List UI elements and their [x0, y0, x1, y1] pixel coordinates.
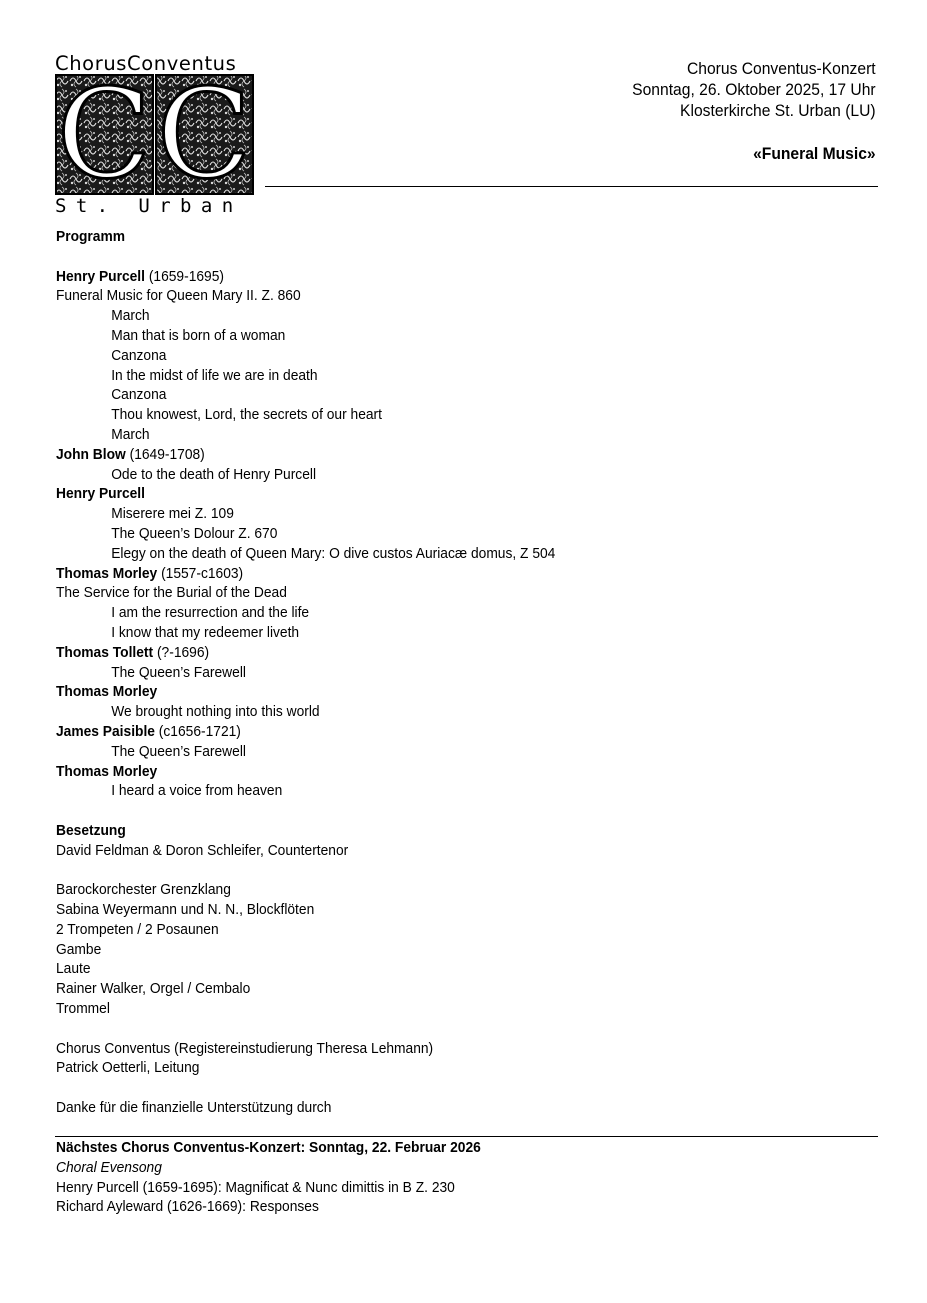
program-movement: March — [111, 425, 150, 443]
program-composer — [56, 564, 884, 584]
cast-line: Trommel — [56, 1000, 110, 1018]
logo-bottom-text: St. Urban — [55, 195, 243, 217]
program-work: Funeral Music for Queen Mary II. Z. 860 — [56, 287, 301, 305]
cast-list — [56, 841, 884, 1118]
program-movement: I am the resurrection and the life — [111, 604, 310, 622]
composer-name: James Paisible — [56, 722, 155, 740]
cast-line: Chorus Conventus (Registereinstudierung Theresa Lehmann) — [56, 1039, 434, 1057]
composer-name: John Blow — [56, 445, 126, 463]
program-composer — [56, 484, 884, 504]
program-movement: Miserere mei Z. 109 — [111, 505, 234, 523]
composer-dates: (?-1696) — [153, 643, 210, 661]
program-movement: The Queen’s Dolour Z. 670 — [111, 524, 278, 542]
program-composer — [56, 643, 884, 663]
main-content — [56, 227, 884, 1118]
composer-name: Henry Purcell — [56, 485, 145, 503]
logo-top-text: ChorusConventus — [55, 52, 237, 75]
program-movement: Ode to the death of Henry Purcell — [111, 465, 317, 483]
cast-line: Laute — [56, 960, 91, 978]
logo-cc-ornament — [55, 74, 254, 195]
program-movement: In the midst of life we are in death — [111, 366, 318, 384]
program-heading: Programm — [56, 228, 126, 245]
composer-name: Thomas Morley — [56, 683, 158, 701]
program-movement: I know that my redeemer liveth — [111, 623, 300, 641]
cast-line: Sabina Weyermann und N. N., Blockflöten — [56, 901, 315, 919]
concert-title: «Funeral Music» — [753, 144, 876, 163]
program-movement: We brought nothing into this world — [111, 703, 320, 721]
cast-line: Danke für die finanzielle Unterstützung durch — [56, 1099, 332, 1117]
logo — [55, 54, 255, 216]
logo-letter-c1: C — [56, 74, 152, 195]
cast-heading: Besetzung — [56, 821, 126, 839]
program-list — [56, 267, 884, 802]
footer-rule — [55, 1136, 878, 1137]
program-movement: Canzona — [111, 386, 167, 404]
cast-line: Patrick Oetterli, Leitung — [56, 1059, 200, 1077]
program-composer — [56, 762, 884, 782]
program-work: The Service for the Burial of the Dead — [56, 584, 287, 602]
next-concert-line: Richard Ayleward (1626-1669): Responses — [56, 1198, 319, 1216]
cast-line: David Feldman & Doron Schleifer, Countertenor — [56, 841, 349, 859]
header-line-1: Chorus Conventus-Konzert — [687, 59, 876, 78]
program-movement: Canzona — [111, 346, 167, 364]
composer-dates: (1649-1708) — [125, 445, 205, 463]
header-rule — [265, 186, 878, 187]
cast-line: Gambe — [56, 940, 102, 958]
header-venue: Klosterkirche St. Urban (LU) — [680, 101, 876, 120]
program-movement: Elegy on the death of Queen Mary: O dive custos Auriacæ domus, Z 504 — [111, 544, 556, 562]
composer-dates: (1557-c1603) — [157, 564, 244, 582]
program-composer — [56, 682, 884, 702]
program-movement: The Queen’s Farewell — [111, 742, 246, 760]
logo-letter-c2: C — [156, 74, 252, 195]
program-composer — [56, 267, 884, 287]
composer-name: Thomas Tollett — [56, 643, 154, 661]
next-concert-line: Henry Purcell (1659-1695): Magnificat & Nunc dimittis in B Z. 230 — [56, 1178, 455, 1196]
program-composer — [56, 445, 884, 465]
header-date: Sonntag, 26. Oktober 2025, 17 Uhr — [632, 80, 876, 99]
cast-line: 2 Trompeten / 2 Posaunen — [56, 920, 219, 938]
composer-name: Thomas Morley — [56, 762, 158, 780]
composer-dates: (1659-1695) — [144, 267, 225, 285]
cast-line: Rainer Walker, Orgel / Cembalo — [56, 980, 251, 998]
composer-dates: (c1656-1721) — [154, 722, 241, 740]
composer-name: Thomas Morley — [56, 564, 158, 582]
program-movement: March — [111, 307, 150, 325]
program-movement: Thou knowest, Lord, the secrets of our heart — [111, 406, 382, 424]
concert-header — [633, 58, 876, 164]
program-movement: Man that is born of a woman — [111, 326, 286, 344]
next-concert-heading: Nächstes Chorus Conventus-Konzert: Sonntag, 22. Februar 2026 — [56, 1139, 481, 1156]
next-concert — [56, 1138, 884, 1217]
program-movement: I heard a voice from heaven — [111, 782, 283, 800]
next-concert-subtitle: Choral Evensong — [56, 1158, 162, 1176]
cast-line: Barockorchester Grenzklang — [56, 881, 231, 899]
composer-name: Henry Purcell — [56, 267, 145, 285]
program-composer — [56, 722, 884, 742]
program-movement: The Queen’s Farewell — [111, 663, 246, 681]
